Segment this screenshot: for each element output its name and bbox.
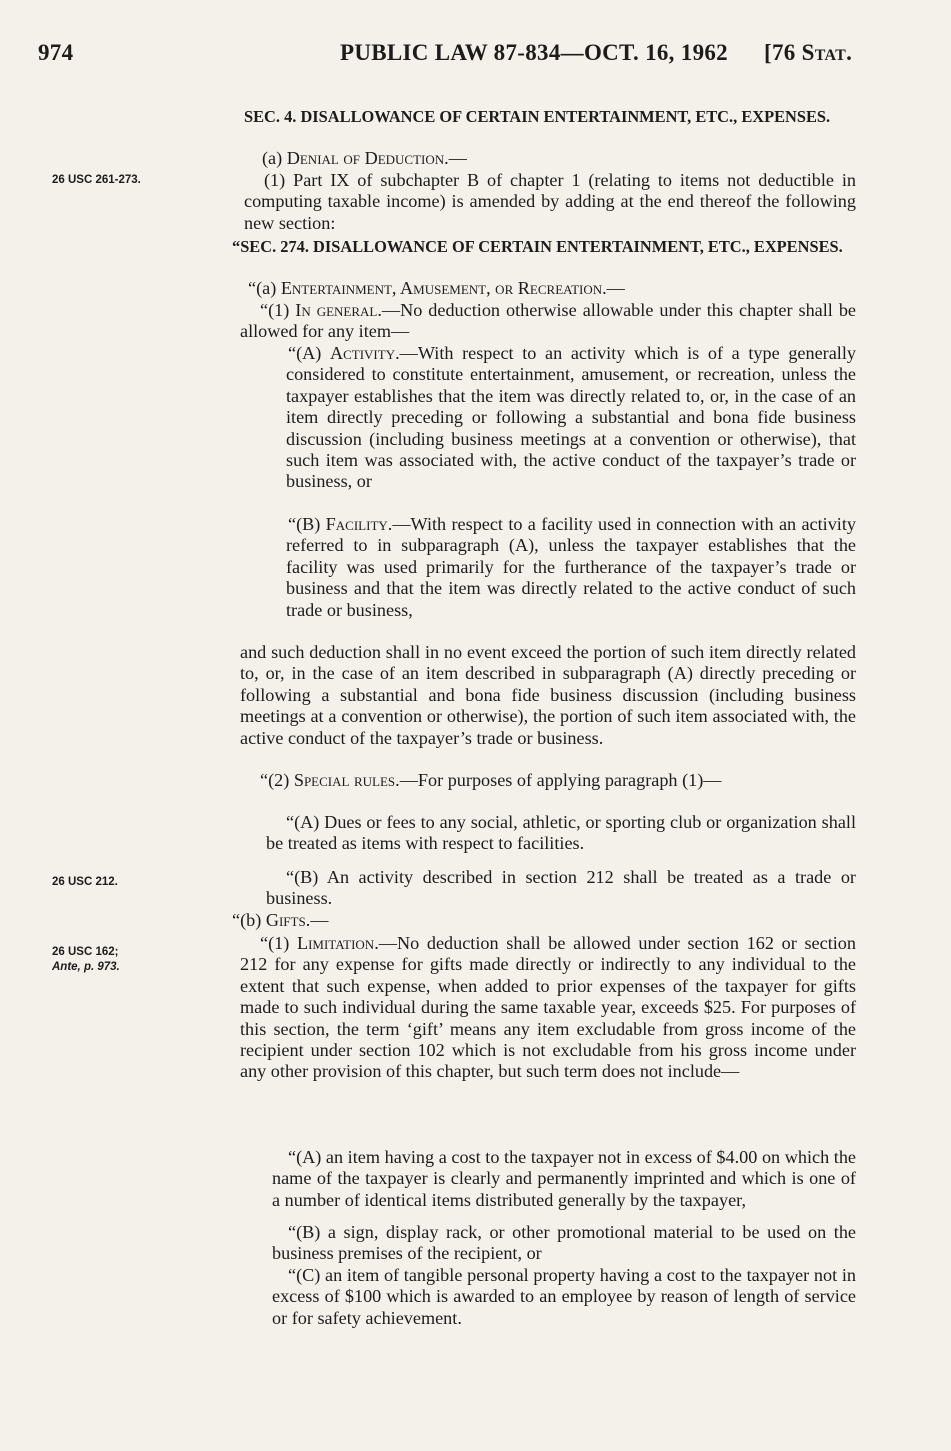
- sec274-a-title: Entertainment, Amusement, or Recreation.—: [280, 278, 625, 298]
- sec274-a-label: “(a): [248, 278, 277, 298]
- sec274-a1-title: In general.: [295, 300, 382, 320]
- activity-label: “(A): [288, 343, 322, 363]
- sec274-a2: [240, 770, 856, 791]
- gifts-title: Gifts.—: [265, 910, 329, 930]
- sec274-a2-B: “(B) An activity described in section 212 shall be treated as a trade or business.: [266, 867, 856, 909]
- paragraph-a1: (1) Part IX of subchapter B of chapter 1 (relating to items not deductible in computing taxable income) is amended by adding at the end thereof the following new section:: [244, 170, 856, 233]
- sec4-heading: SEC. 4. DISALLOWANCE OF CERTAIN ENTERTAINMENT, ETC., EXPENSES.: [244, 107, 831, 126]
- facility-label: “(B): [288, 514, 321, 534]
- sec274-a-heading: [248, 278, 625, 299]
- margin-note-ante: Ante, p. 973.: [52, 961, 120, 973]
- special-rules-label: “(2): [260, 770, 290, 790]
- gift-exclusion-C: “(C) an item of tangible personal property having a cost to the taxpayer not in excess of $100 which is awarded to an employee by reason of length of service or for safety achievement.: [272, 1265, 856, 1328]
- page-number: 974: [38, 40, 74, 65]
- special-rules-text: —For purposes of applying paragraph (1)—: [399, 770, 722, 790]
- margin-note-usc-261: 26 USC 261-273.: [52, 174, 141, 186]
- special-rules-title: Special rules.: [293, 770, 400, 790]
- facility-title: Facility.: [325, 514, 393, 534]
- sec274-a2-A: “(A) Dues or fees to any social, athletic, or sporting club or organization shall be treated as items with respect to facilities.: [266, 812, 856, 854]
- subsection-a-title: Denial of Deduction.—: [286, 148, 467, 168]
- activity-title: Activity.: [329, 343, 400, 363]
- subsection-a-heading: [262, 148, 467, 169]
- gifts-label: “(b): [232, 910, 262, 930]
- gift-exclusion-B: “(B) a sign, display rack, or other promotional material to be used on the business premises of the recipient, or: [272, 1222, 856, 1264]
- limitation-label: “(1): [260, 933, 290, 953]
- subsection-a-label: (a): [262, 148, 283, 168]
- activity-text: —With respect to an activity which is of a type generally considered to constitute entertainment, amusement, or recreation, unless the taxpayer establishes that the item was directly related to, or, in the case of an item directly preceding or following a substantial and bona fide business discussion (including business meetings at a convention or otherwise), that such item was associated with, the active conduct of the taxpayer’s trade or business, or: [286, 343, 856, 492]
- sec274-heading: “SEC. 274. DISALLOWANCE OF CERTAIN ENTERTAINMENT, ETC., EXPENSES.: [232, 237, 843, 256]
- sec274-a1-B: [286, 514, 856, 621]
- margin-note-usc-212: 26 USC 212.: [52, 876, 118, 888]
- gift-exclusion-A: “(A) an item having a cost to the taxpayer not in excess of $4.00 on which the name of the taxpayer is clearly and permanently imprinted and which is one of a number of identical items distributed generally by the taxpayer,: [272, 1147, 856, 1210]
- limitation-text: —No deduction shall be allowed under section 162 or section 212 for any expense for gifts made directly or indirectly to any individual to the extent that such expense, when added to prior expenses of the taxpayer for gifts made to such individual during the same taxable year, exceeds $25. For purposes of this section, the term ‘gift’ means any item excludable from gross income of the recipient under section 102 which is not excludable from his gross income under any other provision of this chapter, but such term does not include—: [240, 933, 856, 1082]
- facility-text: —With respect to a facility used in connection with an activity referred to in subparagraph (A), unless the taxpayer establishes that the facility was used primarily for the furtherance of the taxpayer’s trade or business and that the item was directly related to the active conduct of such trade or business,: [286, 514, 857, 620]
- sec274-a1-label: “(1): [260, 300, 290, 320]
- and-such-deduction: and such deduction shall in no event exceed the portion of such item directly related to, or, in the case of an item described in subparagraph (A) directly preceding or following a substantial and bona fide business discussion (including business meetings at a convention or otherwise), the portion of such item associated with, the active conduct of the taxpayer’s trade or business.: [240, 642, 856, 748]
- sec274-b1: [240, 933, 856, 1083]
- sec274-a1: [240, 300, 856, 343]
- limitation-title: Limitation.: [296, 933, 379, 953]
- sec274-a1-text: —No deduction otherwise allowable under this chapter shall be allowed for any item—: [240, 300, 857, 342]
- sec274-a1-A: [286, 343, 856, 493]
- sec274-b-heading: [232, 910, 328, 931]
- volume-ref: [76 Stat.: [764, 40, 853, 65]
- page-title: PUBLIC LAW 87-834—OCT. 16, 1962: [340, 40, 728, 65]
- margin-note-usc-162: 26 USC 162;: [52, 946, 119, 958]
